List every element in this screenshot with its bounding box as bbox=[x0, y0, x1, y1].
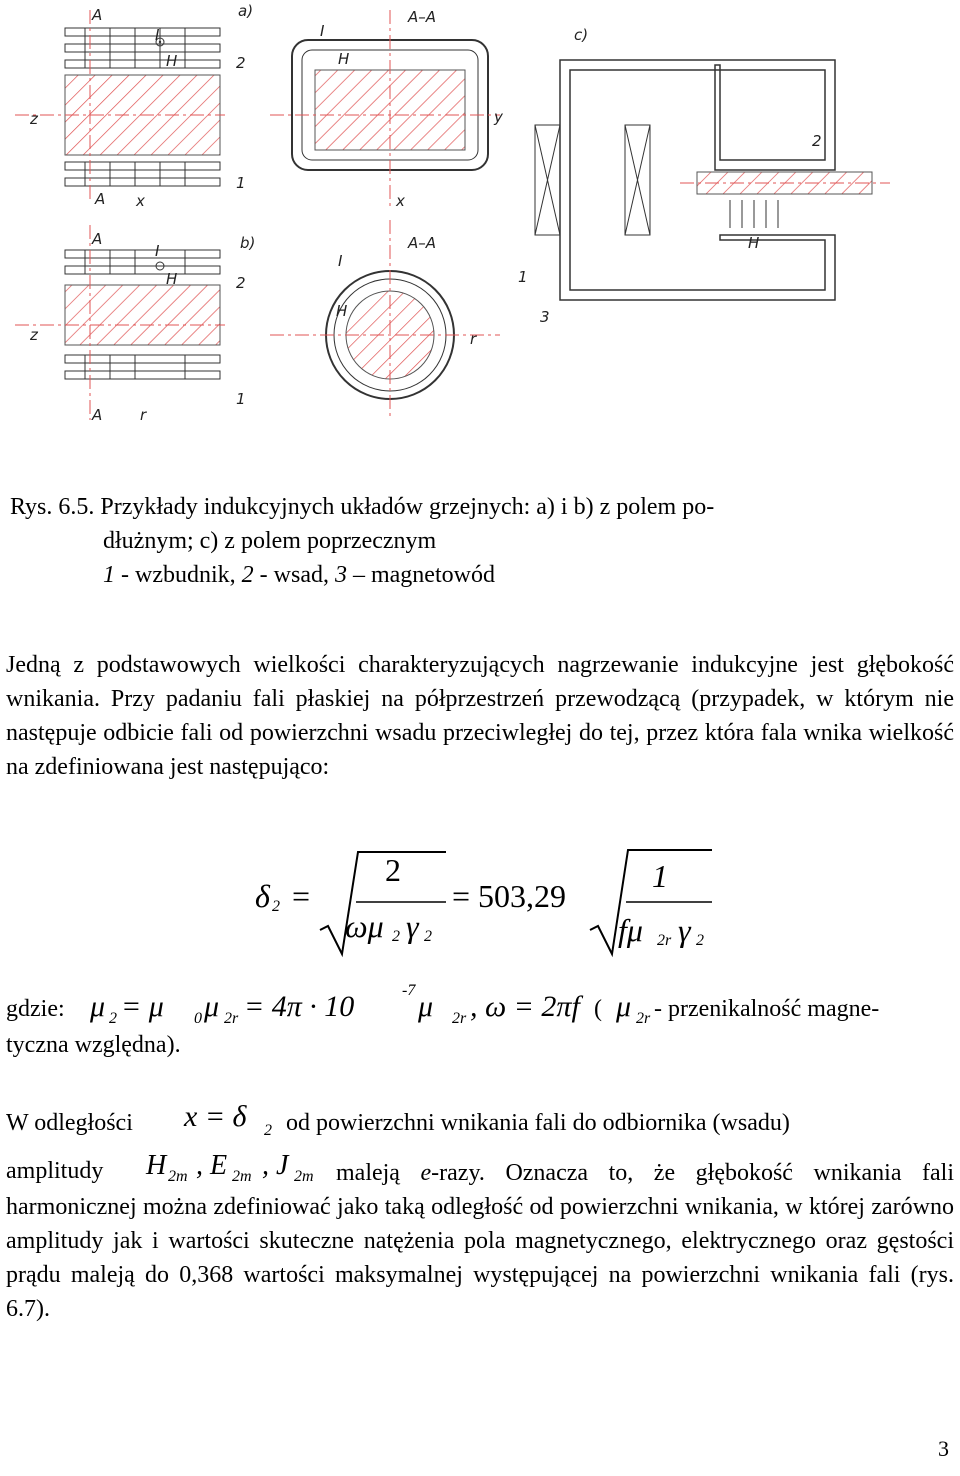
panel-b-side-view bbox=[15, 225, 255, 424]
label-2: 2 bbox=[812, 132, 822, 150]
formula-num: 1 bbox=[652, 858, 668, 894]
panel-label-b: b) bbox=[240, 234, 256, 252]
expr-sub: 2r bbox=[224, 1010, 239, 1027]
expr-mu2r: μ bbox=[616, 990, 632, 1023]
para2-text: amplitudy bbox=[6, 1158, 104, 1184]
para2-e: e bbox=[420, 1160, 432, 1186]
expr-omega: , ω = 2πf bbox=[470, 990, 580, 1023]
caption-num: 1 bbox=[103, 562, 115, 588]
label-r: r bbox=[470, 330, 477, 348]
label-H: H bbox=[748, 234, 760, 252]
formula-delta: δ bbox=[255, 878, 270, 914]
formula-gamma: γ bbox=[406, 908, 419, 944]
label-I: I bbox=[155, 242, 160, 260]
label-H: H bbox=[338, 50, 350, 68]
para2-text: od powierzchni wnikania fali do odbiornika (wsadu) bbox=[286, 1110, 790, 1136]
formula-sub: 2 bbox=[272, 898, 280, 915]
paren: ( bbox=[594, 996, 602, 1022]
panel-label-c: c) bbox=[574, 26, 589, 44]
expr-sub: 2r bbox=[452, 1010, 467, 1027]
caption-num: 2 bbox=[241, 562, 254, 588]
para2-J: , J bbox=[262, 1150, 289, 1181]
caption-line-1: Rys. 6.5. Przykłady indukcyjnych układów grzejnych: a) i b) z polem po- bbox=[10, 494, 715, 520]
para2-text: W odległości bbox=[6, 1110, 133, 1136]
label-H: H bbox=[166, 52, 178, 70]
formula-sub: 2 bbox=[392, 928, 400, 945]
para2-H: H bbox=[146, 1150, 167, 1181]
expr-mu0: = μ bbox=[121, 990, 164, 1023]
section-label-a: A–A bbox=[408, 8, 437, 26]
formula-den: fμ bbox=[618, 912, 643, 948]
expr-sub: 0 bbox=[194, 1010, 202, 1027]
panel-label-a: a) bbox=[238, 2, 254, 20]
figure-caption bbox=[10, 490, 950, 592]
para2-sub: 2 bbox=[264, 1122, 272, 1139]
expr-sup: -7 bbox=[402, 982, 416, 999]
label-A: A bbox=[95, 190, 106, 208]
paragraph-intro: Jedną z podstawowych wielkości charakteryzujących nagrzewanie indukcyjne jest głębokość wnikania. Przy padaniu fali płaskiej na półprzestrzeń przewodzącą (przypadek, w którym nie następuje odbicie fali od powierzchni wsadu przeciwległej do tej, przez która fala wnika wielkość na zdefiniowana jest następująco: bbox=[6, 652, 954, 780]
label-1: 1 bbox=[518, 268, 528, 286]
caption-line-3 bbox=[10, 558, 950, 592]
mu-description-cont: tyczna względna). bbox=[6, 1032, 181, 1058]
caption-text: - wzbudnik, bbox=[115, 562, 242, 588]
label-A: A bbox=[92, 406, 103, 424]
label-I: I bbox=[155, 26, 160, 44]
definitions-block bbox=[6, 982, 956, 1070]
formula-sub: 2r bbox=[657, 932, 672, 949]
formula-num: 2 bbox=[385, 852, 401, 888]
caption-line-2: dłużnym; c) z polem poprzecznym bbox=[103, 528, 437, 554]
page-number: 3 bbox=[938, 1436, 949, 1461]
panel-a-side-view bbox=[15, 2, 253, 210]
panel-b-cross-section bbox=[270, 220, 500, 420]
formula-skin-depth bbox=[0, 840, 960, 960]
caption-text: – magnetowód bbox=[346, 562, 495, 588]
caption-text: - wsad, bbox=[253, 562, 335, 588]
label-x: x bbox=[136, 192, 145, 210]
gdzie-label: gdzie: bbox=[6, 996, 65, 1022]
para2-expr: x = δ bbox=[184, 1100, 247, 1133]
formula-constant: = 503,29 bbox=[452, 878, 567, 914]
label-A: A bbox=[92, 6, 103, 24]
caption-num: 3 bbox=[334, 562, 347, 588]
label-x: x bbox=[396, 192, 405, 210]
formula-eq: = bbox=[292, 878, 311, 914]
mu-description: - przenikalność magne- bbox=[654, 996, 880, 1022]
para2-sub: 2m bbox=[232, 1168, 252, 1185]
induction-heating-figure bbox=[0, 0, 960, 430]
para2-E: , E bbox=[196, 1150, 228, 1181]
expr-sub: 2 bbox=[109, 1010, 117, 1027]
formula-den: ωμ bbox=[345, 908, 384, 944]
expr-4pi: = 4π · 10 bbox=[244, 990, 355, 1023]
label-3: 3 bbox=[540, 308, 550, 326]
expr-mu: μ bbox=[90, 990, 106, 1023]
expr-mu2r: μ bbox=[204, 990, 220, 1023]
section-label-b: A–A bbox=[408, 234, 437, 252]
label-z: z bbox=[30, 326, 38, 344]
label-z: z bbox=[30, 110, 38, 128]
para2-sub: 2m bbox=[294, 1168, 314, 1185]
coil-turns-a-top bbox=[65, 28, 220, 68]
paragraph-depth-body bbox=[6, 1156, 954, 1326]
para2-sub: 2m bbox=[168, 1168, 188, 1185]
label-y: y bbox=[494, 108, 503, 126]
label-1: 1 bbox=[236, 174, 246, 192]
label-2: 2 bbox=[236, 54, 246, 72]
label-I: I bbox=[338, 252, 343, 270]
coil-turns-a-bottom bbox=[65, 162, 220, 186]
formula-gamma: γ bbox=[678, 912, 691, 948]
panel-c bbox=[518, 26, 890, 326]
label-I: I bbox=[320, 22, 325, 40]
formula-sub: 2 bbox=[424, 928, 432, 945]
expr-sub: 2r bbox=[636, 1010, 651, 1027]
para2-text: -razy. Oznacza to, że głębokość wnikania fali harmonicznej można zdefiniować jako taką odległość od powierzchni wnikania, w której zarówno amplitudy jak i wartości skuteczne natężenia pola magnetycznego, elektrycznego oraz gęstości prądu maleją do 0,368 wartości maksymalnej występującej na powierzchni wnikania fali (rys. 6.7). bbox=[6, 1160, 955, 1322]
label-2: 2 bbox=[236, 274, 246, 292]
formula-sub: 2 bbox=[696, 932, 704, 949]
label-H: H bbox=[336, 302, 348, 320]
label-r: r bbox=[140, 406, 147, 424]
label-1: 1 bbox=[236, 390, 246, 408]
para2-text: maleją bbox=[336, 1160, 421, 1186]
panel-a-cross-section bbox=[270, 8, 504, 210]
label-A: A bbox=[92, 230, 103, 248]
expr-mu2r: μ bbox=[418, 990, 434, 1023]
label-H: H bbox=[166, 270, 178, 288]
workpiece-b bbox=[65, 285, 220, 345]
